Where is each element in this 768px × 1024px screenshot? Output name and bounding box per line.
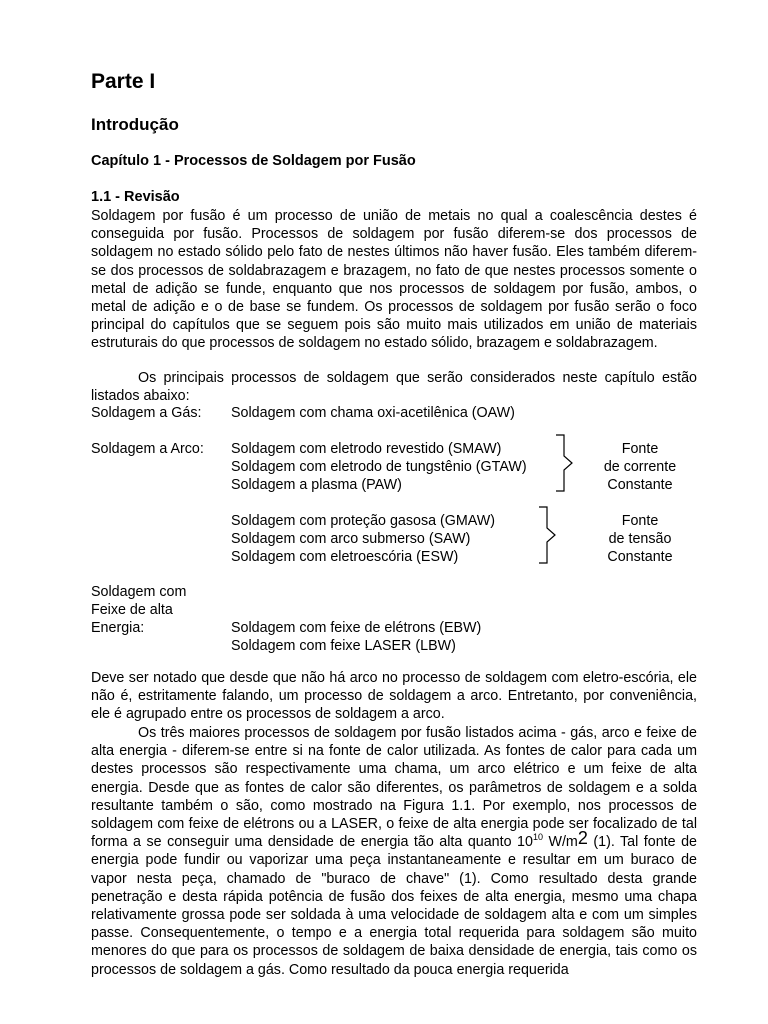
exponent: 10 xyxy=(532,832,543,843)
brace-icon xyxy=(554,434,576,492)
arc-process-smaw: Soldagem com eletrodo revestido (SMAW) xyxy=(231,441,502,457)
beam-process-ebw: Soldagem com feixe de elétrons (EBW) xyxy=(231,620,482,636)
beam-label-line: Soldagem com xyxy=(91,584,187,600)
arc-process-saw: Soldagem com arco submerso (SAW) xyxy=(231,531,471,547)
arc-process-gtaw: Soldagem com eletrodo de tungstênio (GTAW) xyxy=(231,459,527,475)
current-source-note xyxy=(585,440,695,494)
note-line: Constante xyxy=(607,477,673,493)
note-line: Fonte xyxy=(621,441,659,457)
paragraph-text: (1). Tal fonte de energia pode fundir ou vaporizar uma peça instantaneamente e resultar em um buraco de vapor nesta peça, chamado de "buraco de chave" (1). Como resultado desta grande penetração e desta rápida potência de fusão dos feixes de alta energia, mesmo uma chapa relativamente grossa pode ser soldada à uma velocidade de soldagem alta e com um simples passe. Consequentemente, o tempo e a energia total requerida para soldagem são muito menores do que para os processos de soldagem de baixa densidade de energia, tais como os processos de soldagem a gás. Como resultado da pouca energia requerida xyxy=(91,834,697,978)
arc-welding-label: Soldagem a Arco: xyxy=(91,441,204,457)
note-line: Constante xyxy=(607,549,673,565)
paragraph-electroslag-note: Deve ser notado que desde que não há arco no processo de soldagem com eletro-escória, ele não é, estritamente falando, um processo de soldagem a arco. Entretanto, por conveniência, ele é agrupado entre os processos de soldagem a arco. xyxy=(91,670,697,723)
arc-process-paw: Soldagem a plasma (PAW) xyxy=(231,477,402,493)
chapter-heading: Capítulo 1 - Processos de Soldagem por Fusão xyxy=(91,153,416,169)
section-heading: 1.1 - Revisão xyxy=(91,189,180,205)
brace-icon xyxy=(537,506,559,564)
note-line: Fonte xyxy=(621,513,659,529)
note-line: de corrente xyxy=(603,459,677,475)
beam-label-line: Feixe de alta xyxy=(91,602,173,618)
paragraph-processes-intro: Os principais processos de soldagem que serão considerados neste capítulo estão listados abaixo: xyxy=(91,370,697,405)
arc-process-gmaw: Soldagem com proteção gasosa (GMAW) xyxy=(231,513,496,529)
gas-welding-label: Soldagem a Gás: xyxy=(91,405,202,421)
unit-exponent: 2 xyxy=(577,828,588,849)
beam-label-line: Energia: xyxy=(91,620,145,636)
note-line: de tensão xyxy=(608,531,672,547)
paragraph-heat-sources xyxy=(91,724,697,979)
gas-welding-process: Soldagem com chama oxi-acetilênica (OAW) xyxy=(231,405,515,421)
arc-process-esw: Soldagem com eletroescória (ESW) xyxy=(231,549,459,565)
beam-process-lbw: Soldagem com feixe LASER (LBW) xyxy=(231,638,456,654)
part-title: Parte I xyxy=(91,70,156,93)
paragraph-text: Os três maiores processos de soldagem por fusão listados acima - gás, arco e feixe de alta energia - diferem-se entre si na fonte de calor utilizada. As fontes de calor para cada um destes processos são respectivamente uma chama, um arco elétrico e um feixe de alta energia. Desde que as fontes de calor são diferentes, os parâmetros de soldagem e a solda resultante também o são, como mostrado na Figura 1.1. Por exemplo, nos processos de soldagem com feixe de elétrons ou a LASER, o feixe de alta energia pode ser focalizado de tal forma a se conseguir uma densidade de energia tão alta quanto 10 xyxy=(91,725,697,851)
introduction-heading: Introdução xyxy=(91,115,179,134)
unit: W/m xyxy=(542,834,578,851)
voltage-source-note xyxy=(585,512,695,566)
paragraph-intro: Soldagem por fusão é um processo de união de metais no qual a coalescência destes é conseguida por fusão. Processos de soldagem por fusão diferem-se dos processos de soldagem no estado sólido pelo fato de nestes últimos não haver fusão. Eles também diferem-se dos processos de soldabrazagem e brazagem, no fato de que nestes processos somente o metal de adição se funde, enquanto que nos processos de soldagem por fusão, ambos, o metal de adição e o de base se fundem. Os processos de soldagem por fusão serão o foco principal do capítulos que se seguem pois são muito mais utilizados em união de materiais estruturais do que processos de soldagem no estado sólido, brazagem e soldabrazagem. xyxy=(91,208,697,352)
